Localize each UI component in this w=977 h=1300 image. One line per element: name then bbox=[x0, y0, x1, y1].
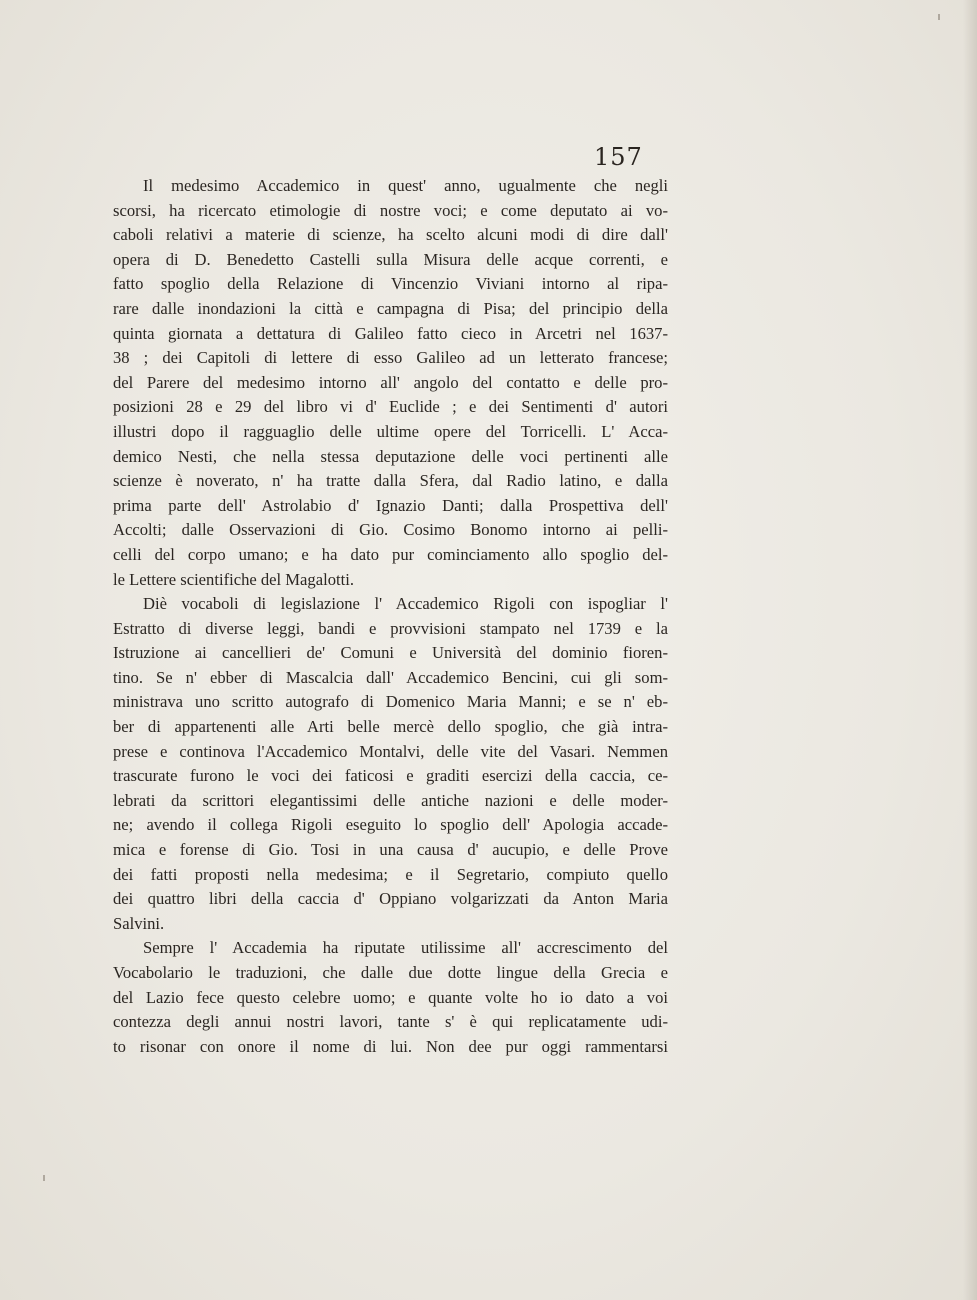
text-line: 38 ; dei Capitoli di lettere di esso Galileo ad un letterato francese; bbox=[113, 348, 668, 368]
text-line: contezza degli annui nostri lavori, tante s' è qui replicatamente udi- bbox=[113, 1012, 668, 1032]
text-line: demico Nesti, che nella stessa deputazione delle voci pertinenti alle bbox=[113, 446, 668, 466]
text-line: scienze è noverato, n' ha tratte dalla Sfera, dal Radio latino, e dalla bbox=[113, 471, 668, 491]
text-line: Accolti; dalle Osservazioni di Gio. Cosimo Bonomo intorno ai pelli- bbox=[113, 520, 668, 540]
body-text bbox=[113, 174, 668, 1059]
text-line: to risonar con onore il nome di lui. Non dee pur oggi rammentarsi bbox=[113, 1036, 668, 1056]
text-line: del Lazio fece questo celebre uomo; e quante volte ho io dato a voi bbox=[113, 987, 668, 1007]
text-line: posizioni 28 e 29 del libro vi d' Euclide ; e dei Sentimenti d' autori bbox=[113, 397, 668, 417]
text-line: rare dalle inondazioni la città e campagna di Pisa; del principio della bbox=[113, 298, 668, 318]
text-line: del Parere del medesimo intorno all' angolo del contatto e delle pro- bbox=[113, 372, 668, 392]
text-line: Il medesimo Accademico in quest' anno, ugualmente che negli bbox=[143, 176, 668, 195]
text-line: trascurate furono le voci dei faticosi e graditi esercizi della caccia, ce- bbox=[113, 766, 668, 786]
text-line: quinta giornata a dettatura di Galileo fatto cieco in Arcetri nel 1637- bbox=[113, 323, 668, 343]
text-line: tino. Se n' ebber di Mascalcia dall' Accademico Bencini, cui gli som- bbox=[113, 667, 668, 687]
text-line: scorsi, ha ricercato etimologie di nostre voci; e come deputato ai vo- bbox=[113, 200, 668, 220]
page-edge-shadow bbox=[963, 0, 977, 1300]
text-line: dei quattro libri della caccia d' Oppiano volgarizzati da Anton Maria bbox=[113, 889, 668, 909]
text-line: ministrava uno scritto autografo di Domenico Maria Manni; e se n' eb- bbox=[113, 692, 668, 712]
page-number: 157 bbox=[594, 143, 643, 171]
text-line: prese e continova l'Accademico Montalvi, delle vite del Vasari. Nemmen bbox=[113, 741, 668, 761]
text-line: Istruzione ai cancellieri de' Comuni e Università del dominio fioren- bbox=[113, 643, 668, 663]
text-line: dei fatti proposti nella medesima; e il Segretario, compiuto quello bbox=[113, 864, 668, 884]
text-line: prima parte dell' Astrolabio d' Ignazio Danti; dalla Prospettiva dell' bbox=[113, 495, 668, 515]
text-line: Diè vocaboli di legislazione l' Accademico Rigoli con ispogliar l' bbox=[143, 594, 668, 614]
text-line: illustri dopo il ragguaglio delle ultime opere del Torricelli. L' Acca- bbox=[113, 421, 668, 441]
text-line: celli del corpo umano; e ha dato pur cominciamento allo spoglio del- bbox=[113, 544, 668, 564]
text-line: opera di D. Benedetto Castelli sulla Misura delle acque correnti, e bbox=[113, 249, 668, 269]
text-line: Salvini. bbox=[113, 913, 165, 933]
text-line: caboli relativi a materie di scienze, ha scelto alcuni modi di dire dall' bbox=[113, 225, 668, 245]
text-line: ne; avendo il collega Rigoli eseguito lo spoglio dell' Apologia accade- bbox=[113, 815, 668, 835]
text-line: Estratto di diverse leggi, bandi e provvisioni stampato nel 1739 e la bbox=[113, 618, 668, 638]
text-line: ber di appartenenti alle Arti belle mercè dello spoglio, che già intra- bbox=[113, 717, 668, 737]
paper-speck bbox=[43, 1175, 45, 1181]
text-line: lebrati da scrittori elegantissimi delle antiche nazioni e delle moder- bbox=[113, 790, 668, 810]
text-line: mica e forense di Gio. Tosi in una causa d' aucupio, e delle Prove bbox=[113, 840, 668, 860]
text-line: le Lettere scientifiche del Magalotti. bbox=[113, 569, 354, 589]
text-line: Vocabolario le traduzioni, che dalle due dotte lingue della Grecia e bbox=[113, 963, 668, 982]
text-line: fatto spoglio della Relazione di Vincenzio Viviani intorno al ripa- bbox=[113, 274, 668, 294]
paper-speck bbox=[938, 14, 940, 20]
text-line: Sempre l' Accademia ha riputate utilissime all' accrescimento del bbox=[143, 938, 668, 958]
